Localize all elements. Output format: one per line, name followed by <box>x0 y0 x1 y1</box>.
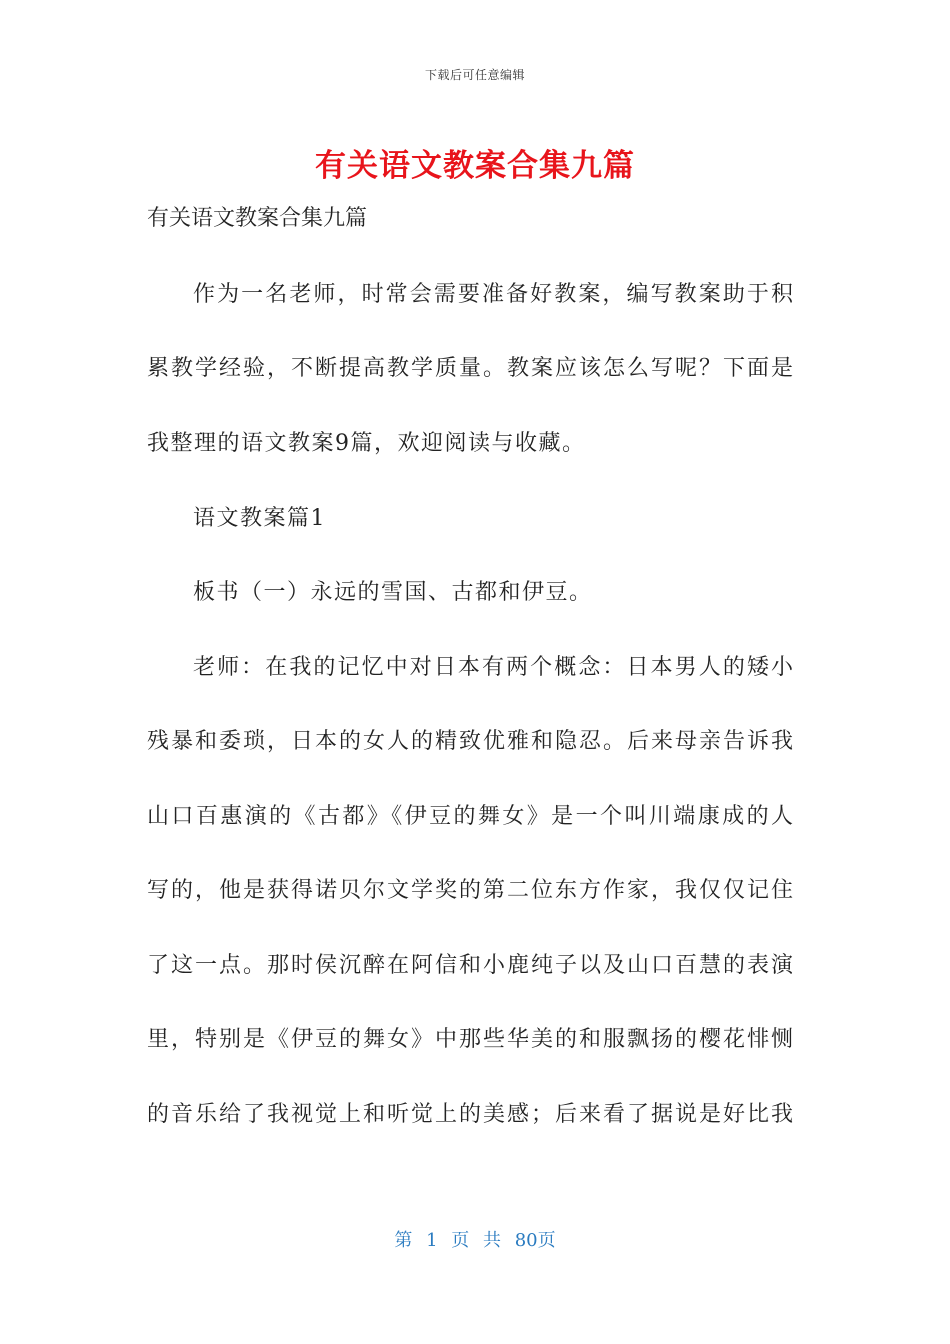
header-note: 下载后可任意编辑 <box>424 68 525 82</box>
paragraph-line: 板书（一）永远的雪国、古都和伊豆。 <box>193 580 593 605</box>
paragraph-line: 里，特别是《伊豆的舞女》中那些华美的和服飘扬的樱花悱恻 <box>147 1027 793 1052</box>
paragraph-line: 我整理的语文教案9篇，欢迎阅读与收藏。 <box>147 431 586 456</box>
paragraph-line: 山口百惠演的《古都》《伊豆的舞女》是一个叫川端康成的人 <box>147 804 793 829</box>
paragraph-line: 累教学经验，不断提高教学质量。教案应该怎么写呢？下面是 <box>147 356 793 381</box>
paragraph-line: 残暴和委琐，日本的女人的精致优雅和隐忍。后来母亲告诉我 <box>147 729 793 754</box>
document-title: 有关语文教案合集九篇 <box>315 148 635 184</box>
paragraph-line: 作为一名老师，时常会需要准备好教案，编写教案助于积 <box>193 282 793 307</box>
section-heading: 语文教案篇1 <box>193 506 326 531</box>
page-number: 第 1 页 共 80页 <box>394 1230 556 1251</box>
paragraph-line: 了这一点。那时侯沉醉在阿信和小鹿纯子以及山口百慧的表演 <box>147 953 793 978</box>
paragraph-line: 老师：在我的记忆中对日本有两个概念：日本男人的矮小 <box>193 655 793 680</box>
paragraph-line: 的音乐给了我视觉上和听觉上的美感；后来看了据说是好比我 <box>147 1102 793 1127</box>
paragraph-line: 写的，他是获得诺贝尔文学奖的第二位东方作家，我仅仅记住 <box>147 878 793 903</box>
subtitle-line: 有关语文教案合集九篇 <box>147 206 368 231</box>
